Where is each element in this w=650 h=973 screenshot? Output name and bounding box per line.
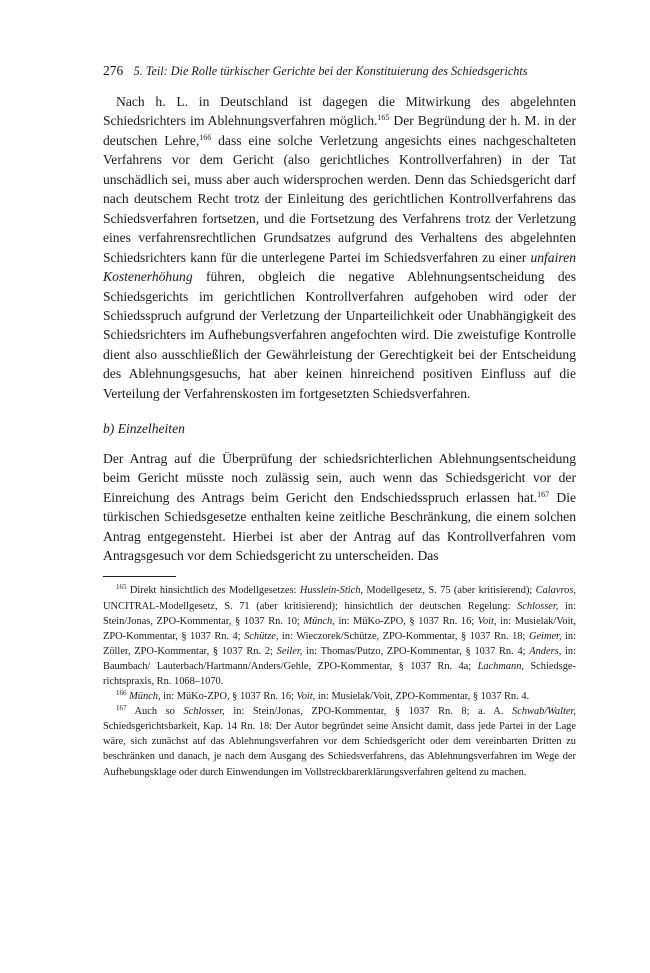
text-run: in: Musielak/Voit, ZPO-Kommentar, § 1037 Rn. 4. bbox=[315, 691, 530, 703]
author-name: Seiler, bbox=[276, 645, 303, 657]
running-title: 5. Teil: Die Rolle türkischer Gerichte bei der Konstituierung des Schiedsgerichts bbox=[133, 64, 528, 78]
footnote-ref-167[interactable]: 167 bbox=[537, 489, 550, 499]
footnote-divider bbox=[103, 576, 176, 577]
text-run: Auch so bbox=[134, 706, 184, 718]
author-name: Schlosser, bbox=[517, 600, 559, 612]
text-run: Schiedsgerichtsbarkeit, Kap. 14 Rn. 18: Der Autor begründet seine Ansicht damit, dass jede Partei in der Lage wäre, sich zunächst auf das Ablehnungsverfahren vor dem Schiedsgericht oder dem vereinbarten Dritten zu beschränken und danach, je nach dem Ausgang des Schiedsverfahrens, das Ablehnungsverfahren im Wege der Aufhebungsklage oder durch Einwendungen im Vollstreckbarerklärungsverfahren geltend zu machen. bbox=[103, 721, 576, 778]
text-run: in: Stein/Jonas, ZPO-Kommentar, § 1037 Rn. 8; a. A. bbox=[224, 706, 513, 718]
footnote-ref-165[interactable]: 165 bbox=[377, 113, 390, 123]
text-run: UNCITRAL-Modellgesetz, S. 71 (aber kritisierend); hinsichtlich der deutschen Regelung: bbox=[103, 600, 518, 612]
text-run: in: Thomas/Putzo, ZPO-Kommentar, § 1037 Rn. 4; bbox=[302, 645, 530, 657]
author-name: Schwab/Walter, bbox=[512, 706, 576, 718]
text-run: Modellgesetz, S. 75 (aber kritisierend); bbox=[363, 585, 536, 597]
author-name: Voit, bbox=[296, 691, 316, 703]
author-name: Voit, bbox=[477, 615, 497, 627]
author-name: Geimer, bbox=[528, 630, 562, 642]
text-run: in: Stein/Jonas, ZPO-Kommentar, § 1037 Rn. 10; bbox=[103, 600, 576, 627]
text-run: Nach h. L. in Deutschland ist dagegen die Mitwirkung des abgelehnten Schiedsrichters im Ablehnungsverfahren möglich. bbox=[103, 94, 576, 129]
author-name: Husslein-Stich, bbox=[299, 585, 364, 597]
author-name: Schlosser, bbox=[183, 706, 225, 718]
text-run: in: MüKo-ZPO, § 1037 Rn. 16; bbox=[334, 615, 478, 627]
text-run: in: MüKo-ZPO, § 1037 Rn. 16; bbox=[160, 691, 297, 703]
text-run: in: Musielak/Voit, ZPO-Kommentar, § 1037 Rn. 4; bbox=[103, 615, 576, 642]
main-text bbox=[103, 92, 576, 565]
text-run: in: Zöller, ZPO-Kommentar, § 1037 Rn. 2; bbox=[103, 630, 576, 657]
footnote-165 bbox=[103, 583, 576, 689]
paragraph-2 bbox=[103, 449, 576, 566]
author-name: Schütze, bbox=[244, 630, 279, 642]
paragraph-1 bbox=[103, 92, 576, 403]
text-run: Der Begründung der h. M. in der deutschen Lehre, bbox=[103, 113, 576, 148]
footnote-166 bbox=[103, 689, 576, 704]
author-name: Anders, bbox=[529, 645, 562, 657]
footnote-number: 167 bbox=[116, 704, 127, 713]
page-number: 276 bbox=[103, 63, 124, 78]
text-run: Schiedsgerichtspraxis, Rn. 1068–1070. bbox=[103, 660, 576, 687]
footnote-ref-166[interactable]: 166 bbox=[199, 132, 212, 142]
text-run: führen, obgleich die negative Ablehnungsentscheidung des Schiedsgerichts im gerichtlichen Kontrollverfahren aufgehoben wird oder der Schiedsspruch aufgrund der Verletzung der Unparteilichkeit oder Unabhängigkeit des Schiedsrichters im Aufhebungsverfahren angefochten wird. Die zweistufige Kontrolle dient also ausschließlich der Gewährleistung der Gerechtigkeit bei der Entscheidung des Ablehnungsgesuchs, hat aber keinen hinreichend positiven Einfluss auf die Verteilung der Verfahrenskosten im fortgesetzten Schiedsverfahren. bbox=[103, 269, 576, 401]
text-run: Direkt hinsichtlich des Modellgesetzes: bbox=[129, 585, 300, 597]
footnote-number: 166 bbox=[116, 689, 127, 698]
text-run: dass eine solche Verletzung angesichts eines nachgeschalteten Verfahrens vor dem Gericht (also gerichtliches Kontrollverfahren) in der Tat unschädlich sei, muss aber auch widersprochen werden. Denn das Schiedsgericht darf nach deutschem Recht trotz der Einleitung des gerichtlichen Kontrollverfahrens das Schiedsverfahren fortsetzen, und die Fortsetzung des Verfahrens trotz der Verletzung eines verfahrensrechtlichen Grundsatzes aufgrund des Verhaltens des abgelehnten Schiedsrichters kann für die unterlegene Partei im Schiedsverfahren zu einer bbox=[103, 132, 576, 265]
text-run: in: Baumbach/ Lauterbach/Hartmann/Anders/Gehle, ZPO-Kommentar, § 1037 Rn. 4a; bbox=[103, 645, 577, 672]
author-name: Lachmann, bbox=[477, 660, 525, 672]
section-heading: b) Einzelheiten bbox=[103, 421, 185, 437]
author-name: Münch, bbox=[303, 615, 335, 627]
emphasis-text: unfairen Kostenerhöhung bbox=[103, 249, 576, 285]
text-run: Der Antrag auf die Überprüfung der schiedsrichterlichen Ablehnungsentscheidung beim Gericht müsste noch zulässig sein, auch wenn das Schiedsgericht vor der Einreichung des Antrags beim Gericht den Endschiedsspruch erlassen hat. bbox=[103, 450, 576, 505]
footnote-number: 165 bbox=[116, 583, 127, 592]
footnotes bbox=[103, 583, 576, 779]
running-header bbox=[103, 62, 576, 80]
author-name: Münch, bbox=[129, 691, 161, 703]
text-run: Die türkischen Schiedsgesetze enthalten keine zeitliche Beschränkung, die einem solchen Antrag entgegensteht. Hierbei ist aber der Antrag auf das Kontrollverfahren vom Antragsgesuch vor dem Schiedsgericht zu unterscheiden. Das bbox=[103, 489, 577, 563]
text-run: in: Wieczorek/Schütze, ZPO-Kommentar, § 1037 Rn. 18; bbox=[278, 630, 529, 642]
author-name: Calavros, bbox=[535, 585, 576, 597]
book-page bbox=[103, 62, 576, 780]
footnote-167 bbox=[103, 704, 576, 779]
